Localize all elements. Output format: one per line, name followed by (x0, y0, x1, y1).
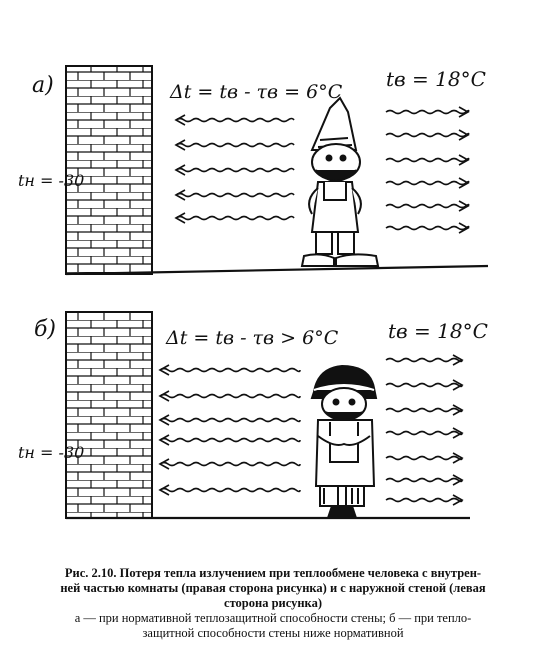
heat-wave-line (386, 384, 462, 387)
heat-wave-line (386, 432, 462, 435)
inner-temperature: tв = 18°C (388, 319, 488, 343)
heat-wave-line (386, 134, 469, 137)
heat-wave-line (160, 369, 300, 372)
inner-temperature: tв = 18°C (386, 67, 486, 91)
arrow-head-icon (459, 155, 468, 165)
brick-wall (66, 312, 152, 518)
heat-arrows-left (160, 365, 300, 495)
heat-arrows-right (386, 355, 462, 505)
panel-a (18, 66, 488, 274)
heat-wave-line (386, 499, 462, 502)
heat-arrows-right (386, 107, 469, 233)
delta-t-formula: Δt = tв - τв = 6°C (170, 81, 343, 103)
heat-wave-line (386, 457, 462, 460)
heat-wave-line (176, 217, 294, 220)
heat-arrows-left (176, 115, 294, 223)
arrow-head-icon (459, 201, 468, 211)
heat-wave-line (386, 159, 469, 162)
heat-wave-line (386, 359, 462, 362)
heat-wave-line (386, 479, 462, 482)
heat-wave-line (160, 395, 300, 398)
panel-b (18, 312, 488, 518)
delta-t-formula: Δt = tв - τв > 6°C (166, 327, 339, 349)
arrow-head-icon (459, 223, 468, 233)
heat-wave-line (176, 119, 294, 122)
brick-wall (66, 66, 152, 274)
panel-a-label: а) (32, 73, 54, 98)
figure-caption (0, 566, 546, 641)
heat-wave-line (160, 489, 300, 492)
heat-wave-line (386, 227, 469, 230)
heat-wave-line (160, 439, 300, 442)
heat-wave-line (176, 144, 294, 147)
heat-wave-line (160, 419, 300, 422)
cold-person-figure-icon (312, 366, 376, 518)
caption-line: Рис. 2.10. Потеря тепла излучением при теплообмене человека с внутрен- (64, 566, 482, 580)
heat-wave-line (386, 111, 469, 114)
caption-line: ней частью комнаты (правая сторона рисунка) и с наружной стеной (левая (60, 581, 486, 595)
heat-wave-line (386, 182, 469, 185)
heat-wave-line (176, 194, 294, 197)
arrow-head-icon (459, 130, 468, 140)
heat-wave-line (176, 169, 294, 172)
caption-line: сторона рисунка) (224, 596, 322, 610)
arrow-head-icon (459, 107, 468, 117)
heat-wave-line (160, 463, 300, 466)
panel-b-label: б) (34, 317, 57, 342)
heat-wave-line (386, 409, 462, 412)
caption-note: а — при нормативной теплозащитной способности стены; б — при тепло- (74, 611, 472, 625)
person-figure-icon (302, 98, 378, 266)
caption-note: защитной способности стены ниже нормативной (142, 626, 404, 640)
arrow-head-icon (459, 178, 468, 188)
heat-wave-line (386, 205, 469, 208)
outer-temperature: tн = -30 (18, 171, 85, 190)
outer-temperature: tн = -30 (18, 443, 85, 462)
